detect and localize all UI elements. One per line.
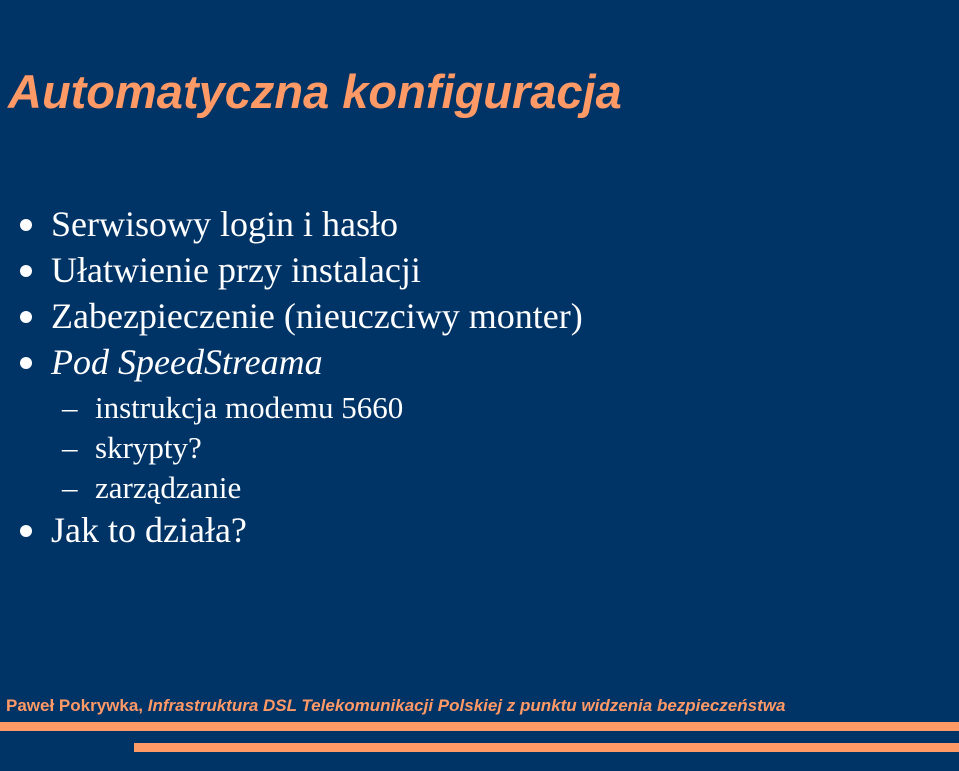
bullet-item [20, 202, 398, 246]
slide-title: Automatyczna konfiguracja [8, 65, 622, 118]
dash-icon: – [62, 430, 78, 465]
sub-bullet-text: instrukcja modemu 5660 [95, 390, 404, 425]
bullet-text: Jak to działa? [51, 510, 247, 550]
footer-subtitle: Infrastruktura DSL Telekomunikacji Polskiej z punktu widzenia bezpieczeństwa [147, 696, 786, 715]
bullet-text: Pod SpeedStreama [51, 342, 323, 382]
sub-bullet-text: zarządzanie [95, 470, 242, 505]
bullet-dot-icon [20, 219, 32, 231]
footer-bar-top [0, 722, 959, 731]
footer-text [6, 694, 785, 718]
sub-bullet-item [62, 468, 241, 508]
bullet-dot-icon [20, 265, 32, 277]
sub-bullet-item [62, 388, 403, 428]
bullet-text: Zabezpieczenie (nieuczciwy monter) [51, 296, 583, 336]
bullet-item [20, 508, 247, 552]
dash-icon: – [62, 390, 78, 425]
footer-bar-bottom [134, 743, 959, 752]
bullet-dot-icon [20, 525, 32, 537]
bullet-item [20, 294, 583, 338]
bullet-dot-icon [20, 357, 32, 369]
bullet-text: Serwisowy login i hasło [51, 204, 398, 244]
bullet-item [20, 248, 421, 292]
sub-bullet-item [62, 428, 202, 468]
sub-bullet-text: skrypty? [95, 430, 202, 465]
footer-author: Paweł Pokrywka, [6, 696, 144, 715]
bullet-text: Ułatwienie przy instalacji [51, 250, 421, 290]
bullet-item [20, 340, 323, 384]
dash-icon: – [62, 470, 78, 505]
bullet-dot-icon [20, 311, 32, 323]
